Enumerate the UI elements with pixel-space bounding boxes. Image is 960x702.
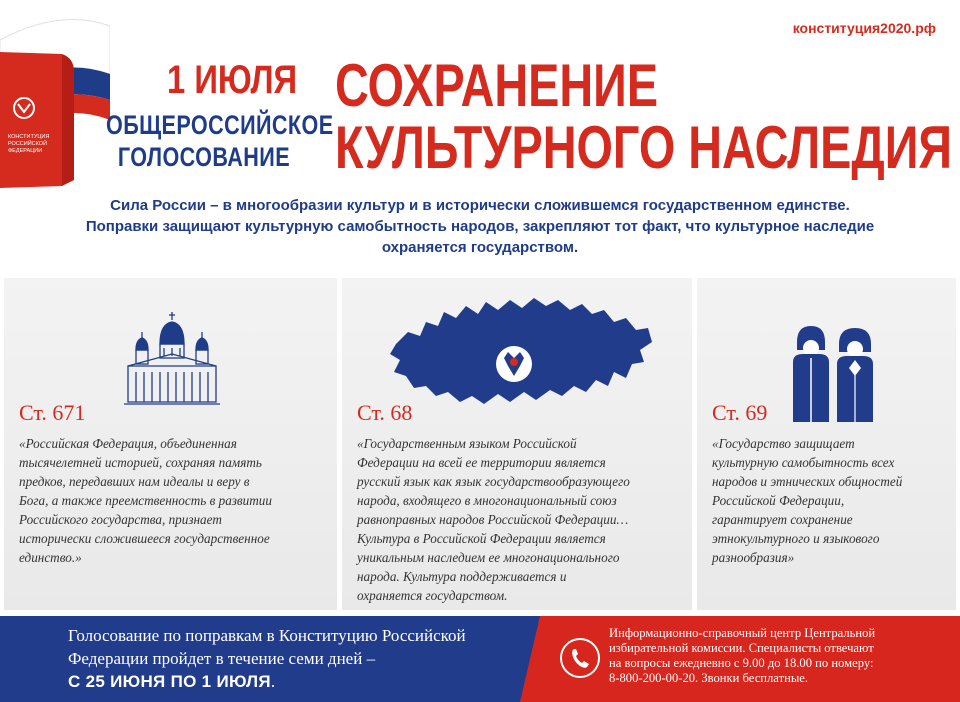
quote-line: этнокультурного и языкового bbox=[712, 531, 880, 546]
quote-line: культурную самобытность всех bbox=[712, 455, 895, 470]
vote-date: 1 ИЮЛЯ bbox=[167, 58, 298, 102]
article-quote bbox=[357, 434, 630, 605]
quote-line: предков, передавших нам идеалы и веру в bbox=[19, 474, 250, 489]
intro-line: Поправки защищают культурную самобытность народов, закрепляют тот факт, что культурное наследие bbox=[85, 218, 875, 235]
quote-line: «Российская Федерация, объединенная bbox=[19, 436, 237, 451]
site-link[interactable]: конституция2020.рф bbox=[792, 20, 936, 36]
quote-line: народа, входящего в многонациональный союз bbox=[357, 493, 617, 508]
logo-text-3: ФЕДЕРАЦИИ bbox=[8, 148, 43, 154]
phone-icon bbox=[560, 638, 600, 678]
vote-label-line2: ГОЛОСОВАНИЕ bbox=[117, 142, 291, 172]
quote-line: Культура в Российской Федерации является bbox=[357, 531, 606, 546]
intro-line: охраняется государством. bbox=[381, 239, 579, 256]
footer-voting-info bbox=[68, 624, 466, 693]
quote-line: Бога, а также преемственность в развитии bbox=[19, 493, 272, 508]
quote-line: русский язык как язык государствообразующего bbox=[357, 474, 630, 489]
quote-line: охраняется государством. bbox=[357, 588, 508, 603]
page-title-line1: СОХРАНЕНИЕ bbox=[335, 52, 659, 119]
intro-text bbox=[20, 195, 940, 258]
article-card-671 bbox=[4, 278, 337, 610]
vote-label-line1: ОБЩЕРОССИЙСКОЕ bbox=[106, 110, 334, 140]
russia-map-icon bbox=[386, 292, 656, 410]
footer-right-line: на вопросы ежедневно с 9.00 до 18.00 по номеру: bbox=[609, 656, 874, 670]
footer-helpline-info bbox=[609, 626, 875, 686]
quote-line: единство.» bbox=[19, 550, 82, 565]
quote-line: исторически сложившееся государственное bbox=[19, 531, 270, 546]
footer-right-line: Информационно-справочный центр Центральной bbox=[609, 626, 876, 640]
logo-text-2: РОССИЙСКОЙ bbox=[8, 141, 48, 147]
article-number: Ст. 68 bbox=[357, 400, 413, 425]
article-card-68 bbox=[342, 278, 692, 610]
article-card-69 bbox=[697, 278, 956, 610]
logo-text-1: КОНСТИТУЦИЯ bbox=[8, 134, 50, 140]
cathedral-icon bbox=[122, 308, 222, 408]
article-quote bbox=[712, 434, 902, 567]
quote-line: народа. Культура поддерживается и bbox=[357, 569, 567, 584]
footer-left-line: Голосование по поправкам в Конституцию Российской bbox=[68, 626, 466, 645]
article-number: Ст. 671 bbox=[19, 400, 86, 425]
quote-line: Российской Федерации, bbox=[712, 493, 845, 508]
quote-line: «Государственным языком Российской bbox=[357, 436, 577, 451]
footer-right-line: 8-800-200-00-20. Звонки бесплатные. bbox=[609, 671, 809, 685]
quote-line: тысячелетней историей, сохраняя память bbox=[19, 455, 262, 470]
quote-line: разнообразия» bbox=[712, 550, 795, 565]
quote-line: равноправных народов Российской Федерации… bbox=[357, 512, 629, 527]
people-costume-icon bbox=[789, 322, 879, 424]
quote-line: уникальным наследием ее многонационального bbox=[357, 550, 620, 565]
page-title-line2: КУЛЬТУРНОГО НАСЛЕДИЯ bbox=[335, 114, 952, 181]
quote-line: народов и этнических общностей bbox=[712, 474, 903, 489]
voting-period: С 25 ИЮНЯ ПО 1 ИЮЛЯ bbox=[68, 672, 271, 691]
article-number: Ст. 69 bbox=[712, 400, 768, 425]
footer-left-line: Федерации пройдет в течение семи дней – bbox=[68, 649, 376, 668]
intro-line: Сила России – в многообразии культур и в исторически сложившемся государственном единстве. bbox=[110, 197, 850, 214]
flag-logo bbox=[0, 8, 110, 188]
quote-line: Российского государства, признает bbox=[19, 512, 222, 527]
footer-right-line: избирательной комиссии. Специалисты отвечают bbox=[609, 641, 874, 655]
voting-period-tail: . bbox=[270, 672, 276, 691]
article-quote bbox=[19, 434, 272, 567]
quote-line: «Государство защищает bbox=[712, 436, 855, 451]
quote-line: гарантирует сохранение bbox=[712, 512, 853, 527]
quote-line: Федерации на всей ее территории является bbox=[357, 455, 606, 470]
